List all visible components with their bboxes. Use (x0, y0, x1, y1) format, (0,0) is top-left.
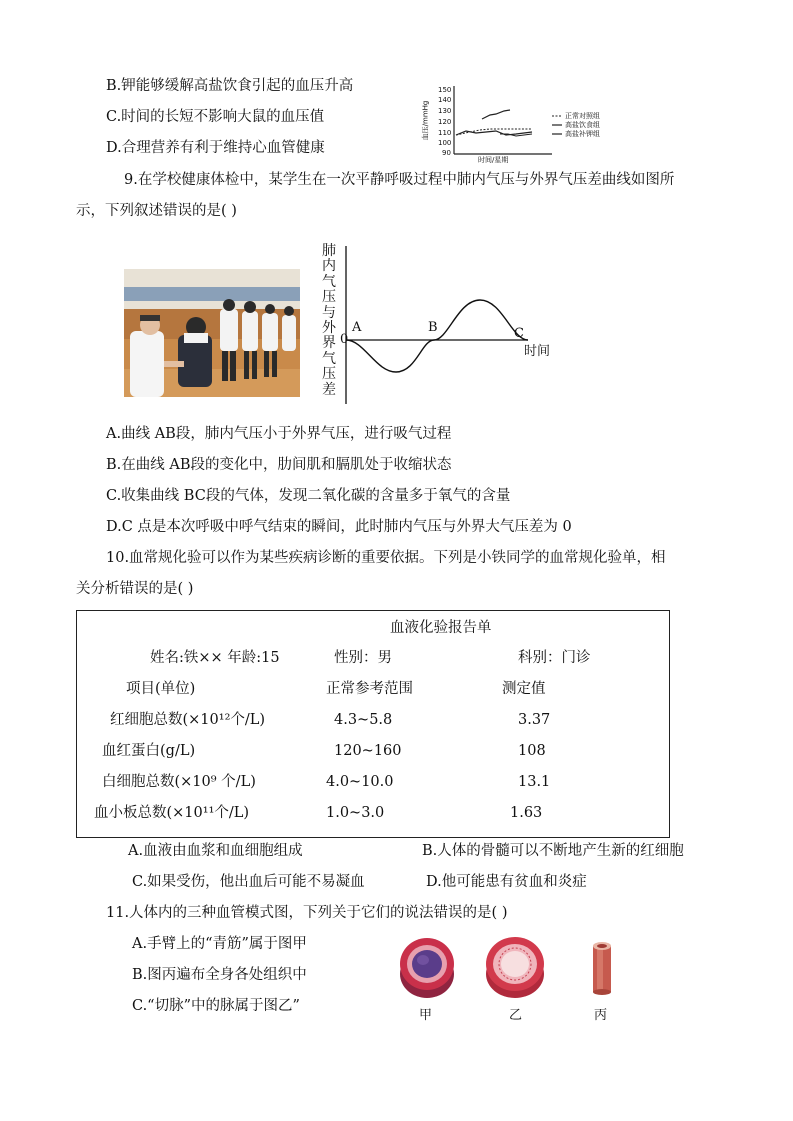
ylabel-char: 压 (322, 366, 336, 383)
report-row-range: 1.0~3.0 (326, 805, 385, 821)
q11-stem: 11.人体内的三种血管模式图，下列关于它们的说法错误的是( ) (106, 905, 508, 921)
q9-point-a: A (352, 320, 362, 335)
q9-option-b: B.在曲线 AB段的变化中，肋间肌和膈肌处于收缩状态 (106, 457, 452, 473)
blood-test-report (76, 610, 670, 838)
photo-illustration (124, 269, 300, 397)
ylabel-char: 压 (322, 289, 336, 306)
ylabel-char: 气 (322, 273, 336, 290)
capillary-svg (589, 938, 615, 998)
ylabel-char: 气 (322, 350, 336, 367)
q11-option-a: A.手臂上的“青筋”属于图甲 (132, 936, 307, 952)
q9-origin-label: 0 (340, 332, 349, 347)
q9-ylabel (321, 244, 337, 398)
report-row-item: 血红蛋白(g/L) (102, 743, 196, 759)
report-gender: 性别：男 (334, 650, 392, 666)
ylabel-char: 界 (322, 335, 336, 352)
q10-option-d: D.他可能患有贫血和炎症 (426, 874, 587, 890)
report-header-range: 正常参考范围 (326, 681, 413, 697)
artery-svg (484, 934, 546, 1000)
q8-ytick: 110 (438, 129, 452, 137)
vessel-label-jia: 甲 (419, 1008, 433, 1023)
q8-ytick: 130 (438, 107, 452, 115)
q11-option-c: C.“切脉”中的脉属于图乙” (132, 998, 300, 1014)
report-row-value: 108 (518, 743, 546, 759)
q8-option-d: D.合理营养有利于维持心血管健康 (106, 140, 325, 156)
q9-pressure-graph (318, 244, 558, 408)
q9-point-c: C (514, 326, 524, 341)
vessel-jia-image (398, 934, 456, 1004)
q8-legend-high-salt: 高盐饮食组 (565, 121, 600, 129)
health-check-photo (124, 269, 300, 397)
report-row-value: 13.1 (518, 774, 551, 790)
q10-option-c: C.如果受伤，他出血后可能不易凝血 (132, 874, 365, 890)
q8-legend-normal: 正常对照组 (565, 112, 600, 120)
report-row-item: 白细胞总数(×10⁹ 个/L) (102, 774, 256, 790)
q8-ytick: 90 (442, 149, 451, 157)
q8-ytick: 140 (438, 96, 452, 104)
q9-stem-line2: 示，下列叙述错误的是( ) (76, 203, 237, 219)
vein-svg (398, 934, 456, 1000)
report-dept: 科别：门诊 (518, 650, 591, 666)
q8-legend-potassium: 高盐补钾组 (565, 130, 600, 138)
q10-option-a: A.血液由血浆和血细胞组成 (128, 843, 303, 859)
q8-xlabel: 时间/星期 (478, 156, 509, 164)
q8-ytick: 120 (438, 118, 452, 126)
q8-blood-pressure-chart (421, 82, 604, 166)
vessel-yi-image (484, 934, 546, 1004)
q8-ylabel: 血压/mmHg (421, 100, 430, 141)
report-row-range: 4.0~10.0 (326, 774, 394, 790)
ylabel-char: 肺 (322, 243, 336, 259)
q10-option-b: B.人体的骨髓可以不断地产生新的红细胞 (422, 843, 684, 859)
q9-xlabel: 时间 (524, 344, 551, 359)
q10-stem-line2: 关分析错误的是( ) (76, 581, 194, 597)
ylabel-char: 差 (322, 381, 336, 398)
q9-point-b: B (428, 320, 438, 335)
report-name: 姓名:铁×× 年龄:15 (150, 650, 280, 666)
q8-ytick: 100 (438, 139, 452, 147)
report-row-item: 红细胞总数(×10¹²个/L) (110, 712, 266, 728)
report-row-value: 3.37 (518, 712, 551, 728)
ylabel-char: 内 (322, 258, 336, 275)
report-title: 血液化验报告单 (390, 620, 492, 636)
vessel-bing-image (589, 938, 615, 1002)
report-row-range: 120~160 (334, 743, 402, 759)
q8-ytick: 150 (438, 86, 452, 94)
q8-option-b: B.钾能够缓解高盐饮食引起的血压升高 (106, 78, 354, 94)
q9-option-d: D.C 点是本次呼吸中呼气结束的瞬间，此时肺内气压与外界大气压差为 0 (106, 519, 572, 535)
q9-stem-line1: 9.在学校健康体检中，某学生在一次平静呼吸过程中肺内气压与外界气压差曲线如图所 (124, 172, 675, 188)
q9-option-a: A.曲线 AB段，肺内气压小于外界气压，进行吸气过程 (106, 426, 452, 442)
q9-option-c: C.收集曲线 BC段的气体，发现二氧化碳的含量多于氧气的含量 (106, 488, 511, 504)
vessel-label-bing: 丙 (594, 1008, 608, 1023)
report-row-value: 1.63 (510, 805, 543, 821)
q10-stem-line1: 10.血常规化验可以作为某些疾病诊断的重要依据。下列是小铁同学的血常规化验单，相 (106, 550, 666, 566)
report-row-item: 血小板总数(×10¹¹个/L) (94, 805, 250, 821)
ylabel-char: 外 (322, 320, 336, 337)
q11-option-b: B.图丙遍布全身各处组织中 (132, 967, 307, 983)
report-row-range: 4.3~5.8 (334, 712, 393, 728)
report-header-value: 测定值 (502, 681, 546, 697)
report-header-item: 项目(单位) (126, 681, 196, 697)
vessel-label-yi: 乙 (509, 1008, 523, 1023)
ylabel-char: 与 (322, 304, 336, 321)
q8-option-c: C.时间的长短不影响大鼠的血压值 (106, 109, 325, 125)
